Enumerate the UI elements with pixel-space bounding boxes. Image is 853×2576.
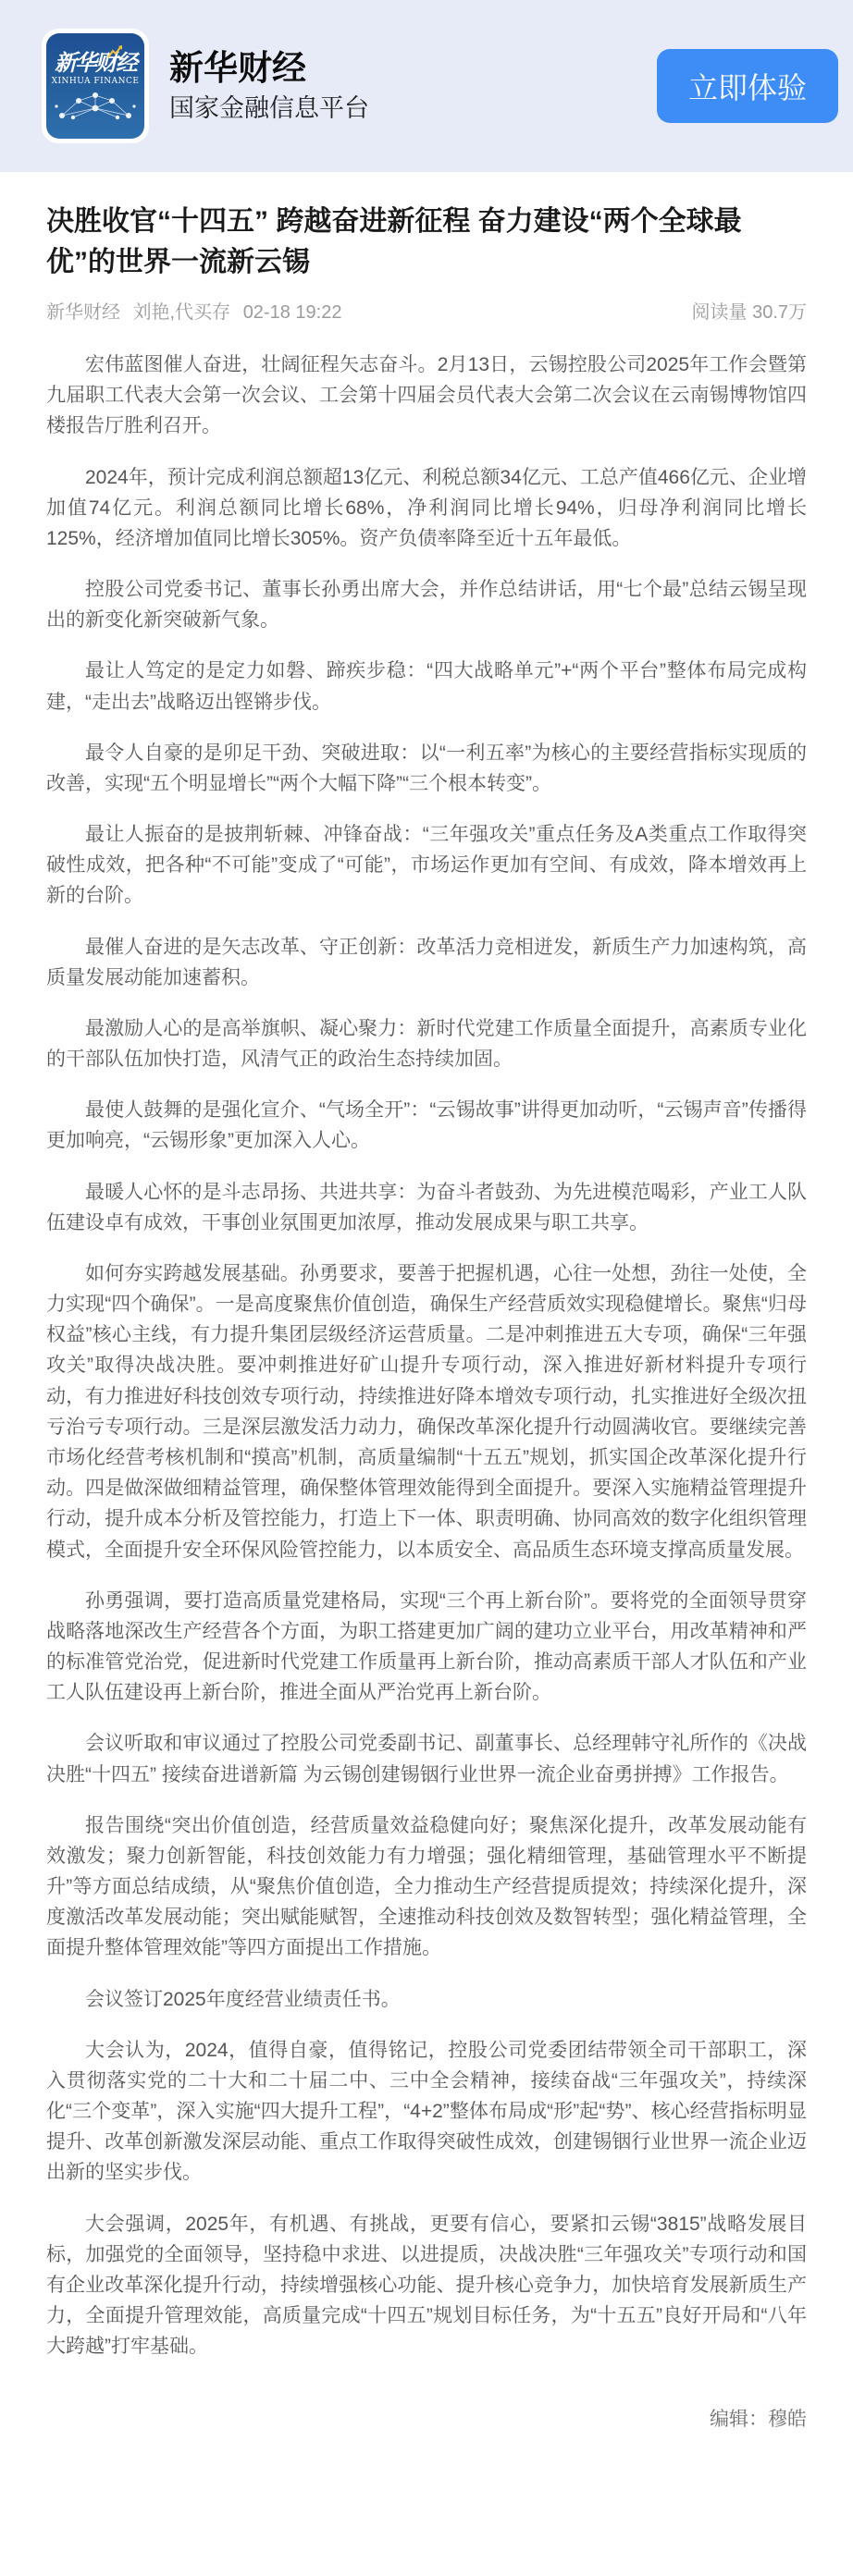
xinhua-finance-logo-inner: [46, 33, 144, 139]
article-paragraph: 孙勇强调，要打造高质量党建格局，实现“三个再上新台阶”。要将党的全面领导贯穿战略落地深改生产经营各个方面，为职工搭建更加广阔的建功立业平台，用改革精神和严的标准管党治党，促进新时代党建工作质量再上新台阶，推动高素质干部人才队伍和产业工人队伍建设再上新台阶，推进全面从严治党再上新台阶。: [46, 1589, 807, 1704]
article-paragraph: 控股公司党委书记、董事长孙勇出席大会，并作总结讲话，用“七个最”总结云锡呈现出的新变化新突破新气象。: [46, 579, 807, 632]
article-paragraph: 最催人奋进的是矢志改革、守正创新：改革活力竞相迸发，新质生产力加速构筑，高质量发展动能加速蓄积。: [46, 936, 807, 988]
article-paragraph: 大会认为，2024，值得自豪，值得铭记，控股公司党委团结带领全司干部职工，深入贯彻落实党的二十大和二十届二中、三中全会精神，接续奋战“三年强攻关”，持续深化“三个变革”，深入实施“四大提升工程”，“4+2”整体布局成“形”起“势”、核心经营指标明显提升、改革创新激发深层动能、重点工作取得突破性成效，创建锡铟行业世界一流企业迈出新的坚实步伐。: [46, 2039, 807, 2184]
xinhua-finance-logo: [42, 29, 149, 143]
network-icon: [53, 90, 138, 121]
editor-credit: 编辑：穆皓: [710, 2409, 807, 2431]
article-meta-row: [46, 297, 807, 324]
article-paragraph: 最使人鼓舞的是强化宣介、“气场全开”：“云锡故事”讲得更加动听，“云锡声音”传播得更加响亮，“云锡形象”更加深入人心。: [46, 1099, 807, 1152]
meta-source: 新华财经: [46, 302, 120, 323]
article-paragraph: 2024年，预计完成利润总额超13亿元、利税总额34亿元、工总产值466亿元、企业增加值74亿元。利润总额同比增长68%，净利润同比增长94%，归母净利润同比增长125%，经济增加值同比增长305%。资产负债率降至近十五年最低。: [46, 466, 807, 549]
article-paragraph: 宏伟蓝图催人奋进，壮阔征程矢志奋斗。2月13日，云锡控股公司2025年工作会暨第九届职工代表大会第一次会议、工会第十四届会员代表大会第二次会议在云南锡博物馆四楼报告厅胜利召开。: [46, 354, 807, 437]
article: [0, 202, 853, 2432]
article-paragraph: 最让人振奋的是披荆斩棘、冲锋奋战：“三年强攻关”重点任务及A类重点工作取得突破性成效，把各种“不可能”变成了“可能”，市场运作更加有空间、有成效，降本增效再上新的台阶。: [46, 824, 807, 907]
logo-en-text: XINHUA FINANCE: [51, 76, 140, 86]
meta-authors: 刘艳,代买存: [132, 302, 231, 323]
logo-cn-text: 新华财经: [55, 48, 136, 76]
article-paragraph: 最让人笃定的是定力如磐、蹄疾步稳：“四大战略单元”+“两个平台”整体布局完成构建，“走出去”战略迈出铿锵步伐。: [46, 660, 807, 713]
article-paragraph: 会议签订2025年度经营业绩责任书。: [85, 1988, 401, 2010]
brand-block: [169, 49, 369, 123]
article-body: [46, 350, 807, 2361]
stock-arrow-icon: [107, 44, 124, 61]
article-paragraph: 最暖人心怀的是斗志昂扬、共进共享：为奋斗者鼓劲、为先进模范喝彩，产业工人队伍建设卓有成效，干事创业氛围更加浓厚，推动发展成果与职工共享。: [46, 1181, 807, 1233]
brand-subtitle: 国家金融信息平台: [169, 94, 369, 123]
article-paragraph: 大会强调，2025年，有机遇、有挑战，更要有信心，要紧扣云锡“3815”战略发展目标，加强党的全面领导，坚持稳中求进、以进提质，决战决胜“三年强攻关”专项行动和国有企业改革深化提升行动，持续增强核心功能、提升核心竞争力，加快培育发展新质生产力，全面提升管理效能，高质量完成“十四五”规划目标任务，为“十五五”良好开局和“八年大跨越”打牢基础。: [46, 2213, 807, 2358]
article-paragraph: 会议听取和审议通过了控股公司党委副书记、副董事长、总经理韩守礼所作的《决战决胜“十四五” 接续奋进谱新篇 为云锡创建锡铟行业世界一流企业奋勇拼搏》工作报告。: [46, 1733, 807, 1785]
try-now-button[interactable]: 立即体验: [657, 49, 838, 123]
meta-date: 02-18 19:22: [242, 302, 342, 323]
article-paragraph: 最激励人心的是高举旗帜、凝心聚力：新时代党建工作质量全面提升，高素质专业化的干部队伍加快打造，风清气正的政治生态持续加固。: [46, 1017, 807, 1071]
article-paragraph: 如何夯实跨越发展基础。孙勇要求，要善于把握机遇，心往一处想，劲往一处使，全力实现“四个确保”。一是高度聚焦价值创造，确保生产经营质效实现稳健增长。聚焦“归母权益”核心主线，有力提升集团层级经济运营质量。二是冲刺推进五大专项，确保“三年强攻关”取得决战决胜。要冲刺推进好矿山提升专项行动，深入推进好新材料提升专项行动，有力推进好科技创效专项行动，持续推进好降本增效专项行动，扎实推进好全级次扭亏治亏专项行动。三是深层激发活力动力，确保改革深化提升行动圆满收官。要继续完善市场化经营考核机制和“摸高”机制，高质量编制“十五五”规划，抓实国企改革深化提升行动。四是做深做细精益管理，确保整体管理效能得到全面提升。要深入实施精益管理提升行动，提升成本分析及管控能力，打造上下一体、职责明确、协同高效的数字化组织管理模式，全面提升安全环保风险管控能力，以本质安全、高品质生态环境支撑高质量发展。: [46, 1262, 807, 1561]
read-count: 阅读量 30.7万: [691, 302, 807, 323]
article-title: 决胜收官“十四五” 跨越奋进新征程 奋力建设“两个全球最优”的世界一流新云锡: [46, 206, 742, 277]
article-paragraph: 最令人自豪的是卯足干劲、突破进取：以“一利五率”为核心的主要经营指标实现质的改善，实现“五个明显增长”“两个大幅下降”“三个根本转变”。: [46, 742, 807, 794]
brand-name: 新华财经: [169, 48, 306, 87]
article-byline: [46, 297, 341, 324]
article-paragraph: 报告围绕“突出价值创造，经营质量效益稳健向好；聚焦深化提升，改革发展动能有效激发；聚力创新智能，科技创效能力有力增强；强化精细管理，基础管理水平不断提升”等方面总结成绩，从“聚焦价值创造，全力推动生产经营提质提效；持续深化提升，深度激活改革发展动能；突出赋能赋智，全速推动科技创效及数智转型；强化精益管理，全面提升整体管理效能”等四方面提出工作措施。: [46, 1814, 807, 1959]
app-header: [0, 0, 853, 172]
